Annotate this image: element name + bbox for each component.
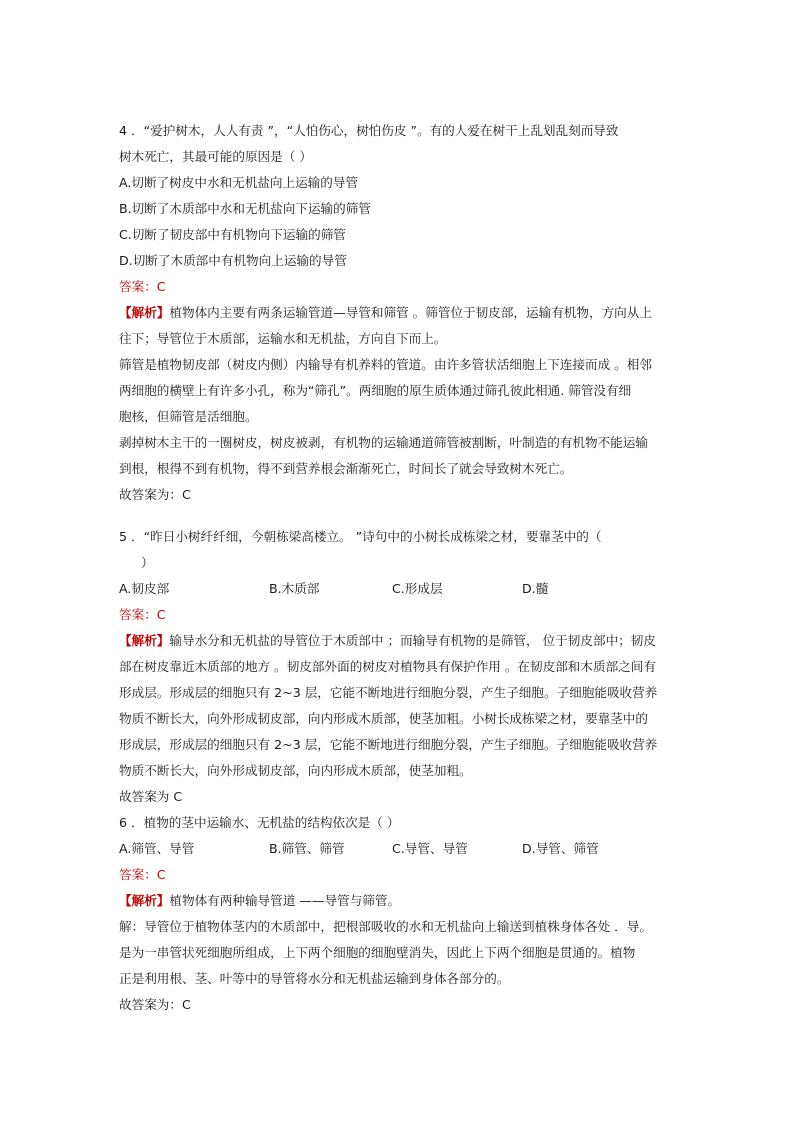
question-4-stem-line-2: 树木死亡，其最可能的原因是（ ）	[119, 149, 312, 164]
question-4-option-a: A.切断了树皮中水和无机盐向上运输的导管	[119, 175, 359, 190]
question-5-analysis-line-4: 物质不断长大，向外形成韧皮部，向内形成木质部，使茎加粗。小树长成栋梁之材，要靠茎中的	[119, 711, 648, 726]
question-4-answer	[119, 274, 679, 300]
question-5-options	[119, 576, 679, 602]
answer-label: 答案：	[119, 279, 157, 294]
question-6-final-answer: 故答案为：C	[119, 997, 191, 1012]
question-5-analysis-line-1	[119, 628, 679, 654]
question-4-option-d: D.切断了木质部中有机物向上运输的导管	[119, 253, 347, 268]
analysis-text: 植物体内主要有两条运输管道—导管和筛管 。筛管位于韧皮部，运输有机物，方向从上	[169, 305, 652, 320]
question-4-analysis-line-4: 两细胞的横壁上有许多小孔，称为“筛孔”。两细胞的原生质体通过筛孔彼此相通. 筛管没有细	[119, 383, 632, 398]
question-5-analysis-line-5: 形成层，形成层的细胞只有 2~3 层，它能不断地进行细胞分裂，产生子细胞。子细胞能吸收营养	[119, 737, 658, 752]
question-5-analysis-line-6: 物质不断长大，向外形成韧皮部，向内形成木质部，使茎加粗。	[119, 763, 472, 778]
question-5-analysis-line-3: 形成层。形成层的细胞只有 2~3 层，它能不断地进行细胞分裂，产生子细胞。子细胞能吸收营养	[119, 685, 658, 700]
document-page	[119, 118, 679, 1018]
question-4-option-b: B.切断了木质部中水和无机盐向下运输的筛管	[119, 201, 371, 216]
answer-value: C	[156, 867, 166, 882]
analysis-text: 植物体有两种输导管道 ——导管与筛管。	[169, 893, 401, 908]
question-6-options	[119, 836, 679, 862]
question-6-analysis-line-3: 是为一串管状死细胞所组成，上下两个细胞的细胞壁消失，因此上下两个细胞是贯通的。植物	[119, 945, 636, 960]
question-6-analysis-line-2: 解：导管位于植物体茎内的木质部中，把根部吸收的水和无机盐向上输送到植株身体各处 ．导。	[119, 919, 652, 934]
question-6-answer	[119, 862, 679, 888]
question-5-final-answer: 故答案为 C	[119, 789, 183, 804]
question-4-analysis-line-7: 到根，根得不到有机物，得不到营养根会渐渐死亡，时间长了就会导致树木死亡。	[119, 461, 573, 476]
question-6-option-a: A.筛管、导管	[119, 841, 195, 856]
question-4-analysis-line-6: 剥掉树木主干的一圈树皮，树皮被剥，有机物的运输通道筛管被割断，叶制造的有机物不能运输	[119, 435, 648, 450]
question-5-option-b: B.木质部	[269, 581, 320, 596]
question-6-option-c: C.导管、导管	[392, 841, 468, 856]
answer-value: C	[156, 279, 166, 294]
analysis-tag: 【解析】	[119, 305, 170, 320]
question-4	[119, 118, 679, 508]
question-5-stem-line-1: 5 ．“昨日小树纤纤细，今朝栋梁高楼立。 ”诗句中的小树长成栋梁之材，要靠茎中的（	[119, 529, 602, 544]
answer-label: 答案：	[119, 867, 157, 882]
question-5-option-d: D.髓	[522, 581, 549, 596]
question-4-analysis-line-3: 筛管是植物韧皮部（树皮内侧）内输导有机养料的管道。由许多管状活细胞上下连接而成 。相邻	[119, 357, 652, 372]
question-4-analysis-line-1	[119, 300, 679, 326]
analysis-tag: 【解析】	[119, 633, 170, 648]
question-6	[119, 810, 679, 1018]
question-6-analysis-line-4: 正是利用根、茎、叶等中的导管将水分和无机盐运输到身体各部分的。	[119, 971, 510, 986]
question-4-final-answer: 故答案为：C	[119, 487, 191, 502]
question-4-analysis-line-5: 胞核，但筛管是活细胞。	[119, 409, 258, 424]
question-5-option-a: A.韧皮部	[119, 581, 170, 596]
question-5	[119, 524, 679, 810]
question-6-option-d: D.导管、筛管	[522, 841, 599, 856]
analysis-text: 输导水分和无机盐的导管位于木质部中 ；而输导有机物的是筛管， 位于韧皮部中；韧皮	[169, 633, 656, 648]
question-5-analysis-line-2: 部在树皮靠近木质部的地方 。韧皮部外面的树皮对植物具有保护作用 。在韧皮部和木质部之间有	[119, 659, 656, 674]
spacer	[119, 508, 679, 524]
answer-label: 答案：	[119, 607, 157, 622]
answer-value: C	[156, 607, 166, 622]
question-4-stem-line-1: 4 ．“爱护树木，人人有责 ”，“人怕伤心，树怕伤皮 ”。有的人爱在树干上乱划乱刻而导致	[119, 123, 619, 138]
question-5-answer	[119, 602, 679, 628]
question-6-option-b: B.筛管、筛管	[269, 841, 345, 856]
analysis-tag: 【解析】	[119, 893, 170, 908]
question-6-stem: 6 ．植物的茎中运输水、无机盐的结构依次是（ ）	[119, 815, 400, 830]
question-4-option-c: C.切断了韧皮部中有机物向下运输的筛管	[119, 227, 346, 242]
question-5-stem-line-2: ）	[141, 555, 154, 570]
question-4-analysis-line-2: 往下；导管位于木质部，运输水和无机盐，方向自下而上。	[119, 331, 447, 346]
question-6-analysis-line-1	[119, 888, 679, 914]
question-5-option-c: C.形成层	[392, 581, 443, 596]
